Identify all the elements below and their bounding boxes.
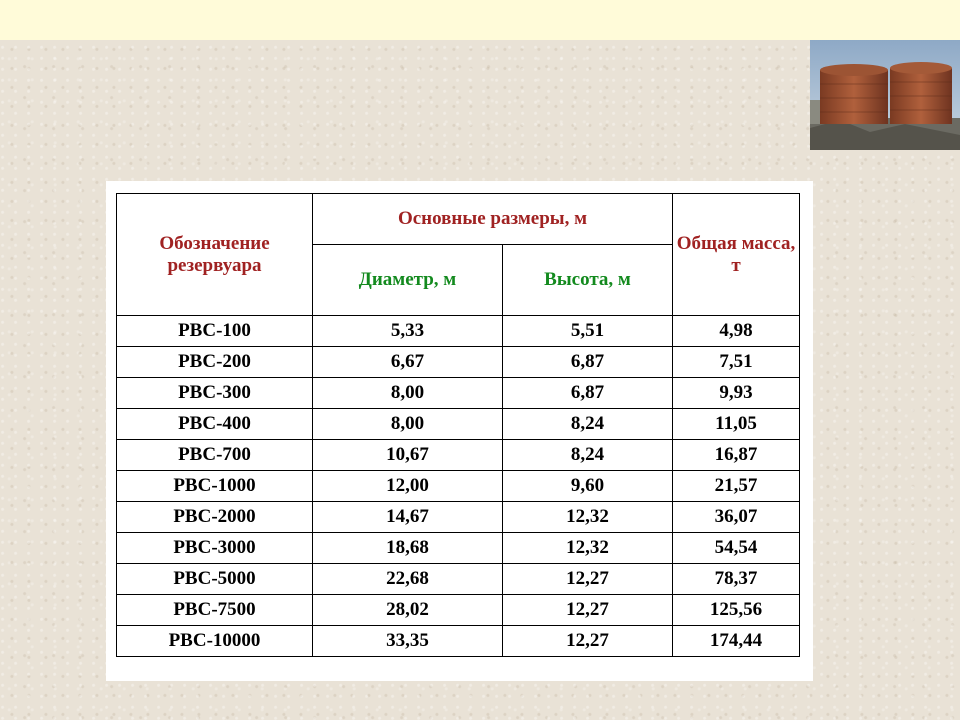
table-row [117, 409, 800, 440]
cell-height: 12,32 [503, 502, 673, 533]
cell-diameter: 28,02 [313, 595, 503, 626]
cell-mass: 125,56 [673, 595, 800, 626]
cell-mass: 9,93 [673, 378, 800, 409]
cell-mass: 7,51 [673, 347, 800, 378]
cell-mass: 4,98 [673, 316, 800, 347]
cell-name: РВС-200 [117, 347, 313, 378]
cell-height: 12,27 [503, 626, 673, 657]
cell-name: РВС-2000 [117, 502, 313, 533]
cell-diameter: 5,33 [313, 316, 503, 347]
cell-name: РВС-300 [117, 378, 313, 409]
table-row [117, 471, 800, 502]
cell-height: 5,51 [503, 316, 673, 347]
table-row [117, 316, 800, 347]
table-row [117, 440, 800, 471]
cell-mass: 36,07 [673, 502, 800, 533]
cell-mass: 54,54 [673, 533, 800, 564]
cell-diameter: 18,68 [313, 533, 503, 564]
cell-name: РВС-7500 [117, 595, 313, 626]
cell-mass: 16,87 [673, 440, 800, 471]
cell-mass: 21,57 [673, 471, 800, 502]
cell-mass: 11,05 [673, 409, 800, 440]
header-designation: Обозначение резервуара [117, 194, 313, 316]
header-total-mass: Общая масса, т [673, 194, 800, 316]
cell-height: 6,87 [503, 347, 673, 378]
table-panel [106, 181, 813, 681]
table-row [117, 347, 800, 378]
table-row [117, 533, 800, 564]
table-row [117, 502, 800, 533]
cell-height: 12,27 [503, 564, 673, 595]
table-row [117, 626, 800, 657]
table-row [117, 564, 800, 595]
cell-height: 12,27 [503, 595, 673, 626]
cell-name: РВС-700 [117, 440, 313, 471]
cell-diameter: 8,00 [313, 378, 503, 409]
cell-name: РВС-400 [117, 409, 313, 440]
header-diameter: Диаметр, м [313, 245, 503, 316]
cell-diameter: 33,35 [313, 626, 503, 657]
cell-diameter: 8,00 [313, 409, 503, 440]
cell-diameter: 10,67 [313, 440, 503, 471]
cell-diameter: 12,00 [313, 471, 503, 502]
cell-diameter: 6,67 [313, 347, 503, 378]
cell-height: 6,87 [503, 378, 673, 409]
cell-mass: 174,44 [673, 626, 800, 657]
cell-name: РВС-100 [117, 316, 313, 347]
cell-name: РВС-10000 [117, 626, 313, 657]
cell-name: РВС-5000 [117, 564, 313, 595]
tank-dimensions-table [116, 193, 800, 657]
cell-name: РВС-3000 [117, 533, 313, 564]
cell-name: РВС-1000 [117, 471, 313, 502]
cell-height: 9,60 [503, 471, 673, 502]
table-row [117, 378, 800, 409]
table-row [117, 595, 800, 626]
cell-diameter: 14,67 [313, 502, 503, 533]
cell-mass: 78,37 [673, 564, 800, 595]
cell-diameter: 22,68 [313, 564, 503, 595]
header-height: Высота, м [503, 245, 673, 316]
cell-height: 8,24 [503, 409, 673, 440]
top-banner [0, 0, 960, 40]
cell-height: 12,32 [503, 533, 673, 564]
cell-height: 8,24 [503, 440, 673, 471]
tank-photo [810, 40, 960, 150]
header-main-dimensions: Основные размеры, м [313, 194, 673, 245]
